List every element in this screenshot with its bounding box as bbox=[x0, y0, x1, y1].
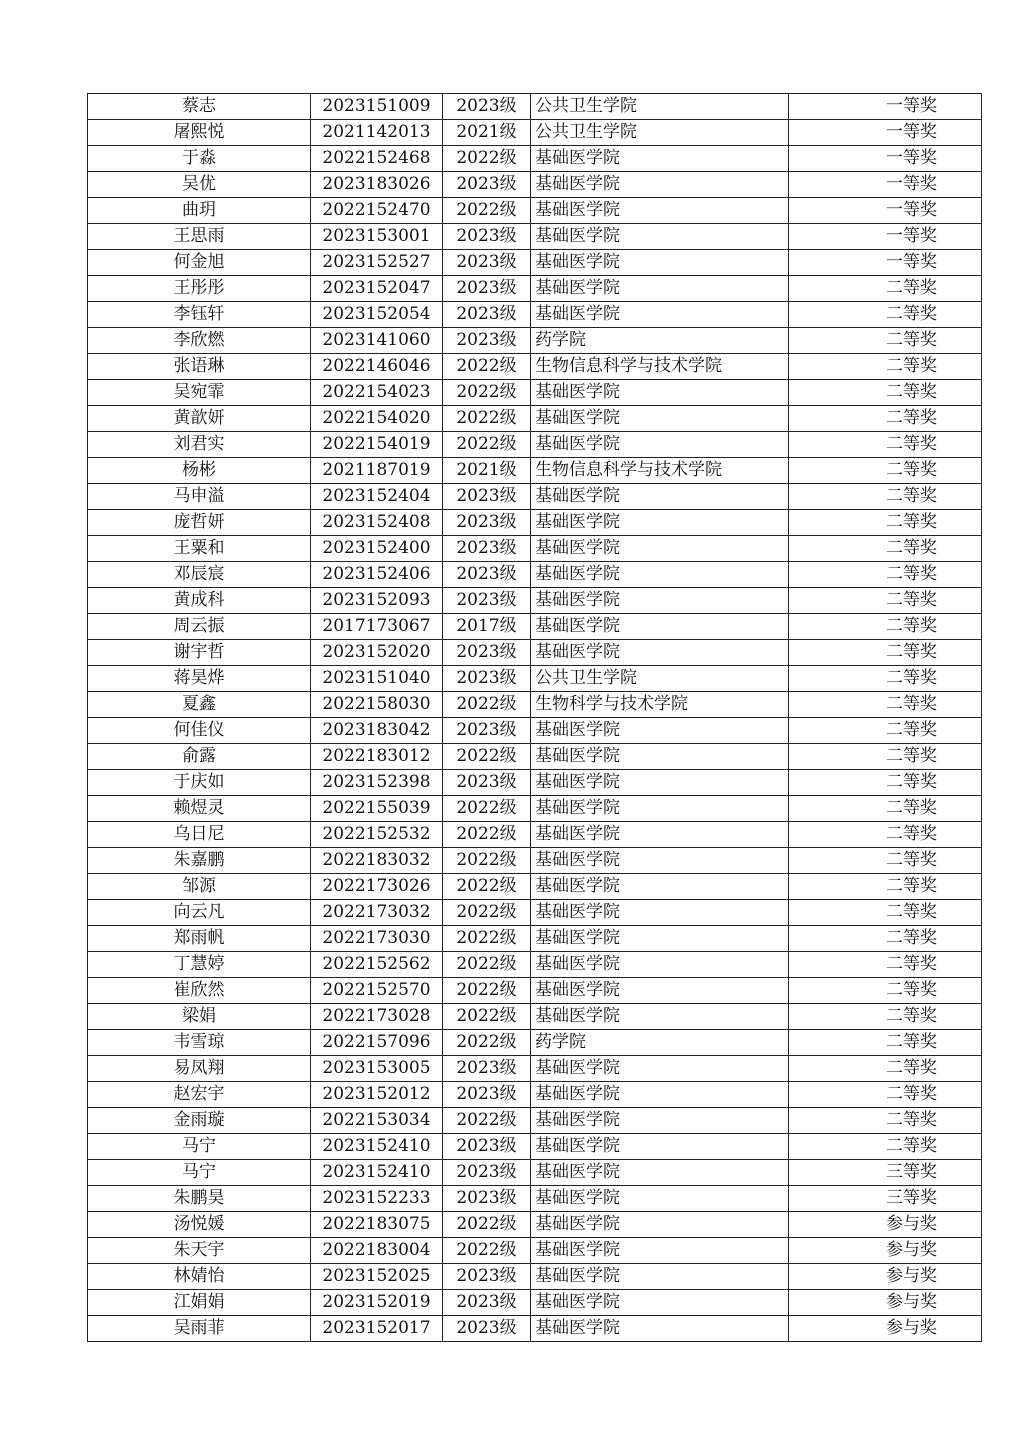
student-name-cell: 何金旭 bbox=[88, 250, 311, 276]
award-cell: 二等奖 bbox=[789, 432, 982, 458]
student-name-cell: 马宁 bbox=[88, 1134, 311, 1160]
student-name-cell: 汤悦媛 bbox=[88, 1212, 311, 1238]
table-row bbox=[88, 1134, 982, 1160]
award-cell: 二等奖 bbox=[789, 380, 982, 406]
student-name-cell: 李钰轩 bbox=[88, 302, 311, 328]
table-row bbox=[88, 1004, 982, 1030]
student-id-cell: 2022173026 bbox=[311, 874, 443, 900]
student-id-cell: 2023152404 bbox=[311, 484, 443, 510]
award-cell: 二等奖 bbox=[789, 952, 982, 978]
student-id-cell: 2023152406 bbox=[311, 562, 443, 588]
table-row bbox=[88, 1160, 982, 1186]
student-name-cell: 蔡志 bbox=[88, 94, 311, 120]
student-name-cell: 金雨璇 bbox=[88, 1108, 311, 1134]
award-cell: 二等奖 bbox=[789, 796, 982, 822]
college-cell: 基础医学院 bbox=[531, 1290, 789, 1316]
college-cell: 基础医学院 bbox=[531, 1160, 789, 1186]
grade-cell: 2023级 bbox=[443, 1082, 531, 1108]
student-id-cell: 2022154019 bbox=[311, 432, 443, 458]
college-cell: 基础医学院 bbox=[531, 484, 789, 510]
student-name-cell: 杨彬 bbox=[88, 458, 311, 484]
student-id-cell: 2017173067 bbox=[311, 614, 443, 640]
grade-cell: 2023级 bbox=[443, 510, 531, 536]
award-cell: 二等奖 bbox=[789, 744, 982, 770]
student-id-cell: 2022183075 bbox=[311, 1212, 443, 1238]
college-cell: 基础医学院 bbox=[531, 588, 789, 614]
college-cell: 基础医学院 bbox=[531, 1238, 789, 1264]
college-cell: 基础医学院 bbox=[531, 380, 789, 406]
college-cell: 公共卫生学院 bbox=[531, 666, 789, 692]
student-name-cell: 李欣燃 bbox=[88, 328, 311, 354]
student-name-cell: 马宁 bbox=[88, 1160, 311, 1186]
award-cell: 二等奖 bbox=[789, 1082, 982, 1108]
student-name-cell: 赵宏宇 bbox=[88, 1082, 311, 1108]
grade-cell: 2023级 bbox=[443, 1134, 531, 1160]
award-cell: 三等奖 bbox=[789, 1160, 982, 1186]
grade-cell: 2023级 bbox=[443, 562, 531, 588]
award-cell: 二等奖 bbox=[789, 510, 982, 536]
table-row bbox=[88, 848, 982, 874]
award-cell: 一等奖 bbox=[789, 250, 982, 276]
student-id-cell: 2023141060 bbox=[311, 328, 443, 354]
student-name-cell: 谢宇哲 bbox=[88, 640, 311, 666]
college-cell: 基础医学院 bbox=[531, 1316, 789, 1342]
college-cell: 基础医学院 bbox=[531, 432, 789, 458]
college-cell: 基础医学院 bbox=[531, 1264, 789, 1290]
table-row bbox=[88, 666, 982, 692]
college-cell: 基础医学院 bbox=[531, 146, 789, 172]
college-cell: 公共卫生学院 bbox=[531, 120, 789, 146]
student-id-cell: 2023152233 bbox=[311, 1186, 443, 1212]
grade-cell: 2022级 bbox=[443, 744, 531, 770]
table-row bbox=[88, 1238, 982, 1264]
award-cell: 二等奖 bbox=[789, 1056, 982, 1082]
student-id-cell: 2022173032 bbox=[311, 900, 443, 926]
grade-cell: 2022级 bbox=[443, 848, 531, 874]
student-name-cell: 韦雪琼 bbox=[88, 1030, 311, 1056]
table-row bbox=[88, 458, 982, 484]
table-row bbox=[88, 640, 982, 666]
student-name-cell: 周云振 bbox=[88, 614, 311, 640]
award-cell: 一等奖 bbox=[789, 224, 982, 250]
award-cell: 一等奖 bbox=[789, 146, 982, 172]
student-id-cell: 2023152398 bbox=[311, 770, 443, 796]
student-name-cell: 王粟和 bbox=[88, 536, 311, 562]
award-cell: 二等奖 bbox=[789, 536, 982, 562]
table-row bbox=[88, 250, 982, 276]
student-name-cell: 丁慧婷 bbox=[88, 952, 311, 978]
grade-cell: 2022级 bbox=[443, 1004, 531, 1030]
table-row bbox=[88, 770, 982, 796]
student-id-cell: 2022152532 bbox=[311, 822, 443, 848]
grade-cell: 2023级 bbox=[443, 718, 531, 744]
college-cell: 基础医学院 bbox=[531, 1134, 789, 1160]
grade-cell: 2023级 bbox=[443, 770, 531, 796]
grade-cell: 2023级 bbox=[443, 1316, 531, 1342]
college-cell: 基础医学院 bbox=[531, 926, 789, 952]
student-name-cell: 吴宛霏 bbox=[88, 380, 311, 406]
student-name-cell: 郑雨帆 bbox=[88, 926, 311, 952]
award-cell: 二等奖 bbox=[789, 874, 982, 900]
grade-cell: 2022级 bbox=[443, 874, 531, 900]
table-row bbox=[88, 536, 982, 562]
student-id-cell: 2022146046 bbox=[311, 354, 443, 380]
college-cell: 基础医学院 bbox=[531, 874, 789, 900]
award-cell: 二等奖 bbox=[789, 1134, 982, 1160]
award-cell: 二等奖 bbox=[789, 926, 982, 952]
table-row bbox=[88, 900, 982, 926]
award-cell: 参与奖 bbox=[789, 1238, 982, 1264]
student-name-cell: 吴优 bbox=[88, 172, 311, 198]
award-cell: 三等奖 bbox=[789, 1186, 982, 1212]
student-name-cell: 江娟娟 bbox=[88, 1290, 311, 1316]
college-cell: 基础医学院 bbox=[531, 406, 789, 432]
student-id-cell: 2023152019 bbox=[311, 1290, 443, 1316]
college-cell: 基础医学院 bbox=[531, 250, 789, 276]
college-cell: 基础医学院 bbox=[531, 718, 789, 744]
grade-cell: 2022级 bbox=[443, 822, 531, 848]
table-row bbox=[88, 1108, 982, 1134]
grade-cell: 2022级 bbox=[443, 146, 531, 172]
table-row bbox=[88, 484, 982, 510]
table-row bbox=[88, 1290, 982, 1316]
grade-cell: 2023级 bbox=[443, 536, 531, 562]
award-cell: 二等奖 bbox=[789, 562, 982, 588]
grade-cell: 2023级 bbox=[443, 302, 531, 328]
student-name-cell: 林婧怡 bbox=[88, 1264, 311, 1290]
award-cell: 二等奖 bbox=[789, 354, 982, 380]
table-row bbox=[88, 1316, 982, 1342]
student-id-cell: 2023153005 bbox=[311, 1056, 443, 1082]
college-cell: 基础医学院 bbox=[531, 952, 789, 978]
award-cell: 二等奖 bbox=[789, 614, 982, 640]
student-name-cell: 王思雨 bbox=[88, 224, 311, 250]
college-cell: 基础医学院 bbox=[531, 172, 789, 198]
grade-cell: 2023级 bbox=[443, 484, 531, 510]
grade-cell: 2023级 bbox=[443, 666, 531, 692]
student-name-cell: 朱嘉鹏 bbox=[88, 848, 311, 874]
student-name-cell: 蒋昊烨 bbox=[88, 666, 311, 692]
grade-cell: 2023级 bbox=[443, 1056, 531, 1082]
college-cell: 生物信息科学与技术学院 bbox=[531, 458, 789, 484]
student-id-cell: 2022152562 bbox=[311, 952, 443, 978]
table-row bbox=[88, 302, 982, 328]
student-name-cell: 曲玥 bbox=[88, 198, 311, 224]
college-cell: 基础医学院 bbox=[531, 848, 789, 874]
table-row bbox=[88, 94, 982, 120]
student-id-cell: 2021142013 bbox=[311, 120, 443, 146]
student-id-cell: 2022183004 bbox=[311, 1238, 443, 1264]
award-list-body bbox=[88, 94, 982, 1342]
table-row bbox=[88, 510, 982, 536]
college-cell: 基础医学院 bbox=[531, 302, 789, 328]
grade-cell: 2023级 bbox=[443, 94, 531, 120]
student-id-cell: 2023152017 bbox=[311, 1316, 443, 1342]
award-cell: 二等奖 bbox=[789, 822, 982, 848]
table-row bbox=[88, 1030, 982, 1056]
student-id-cell: 2023152025 bbox=[311, 1264, 443, 1290]
college-cell: 基础医学院 bbox=[531, 1082, 789, 1108]
student-name-cell: 于淼 bbox=[88, 146, 311, 172]
grade-cell: 2023级 bbox=[443, 224, 531, 250]
grade-cell: 2023级 bbox=[443, 172, 531, 198]
grade-cell: 2023级 bbox=[443, 328, 531, 354]
grade-cell: 2022级 bbox=[443, 1108, 531, 1134]
award-cell: 二等奖 bbox=[789, 458, 982, 484]
student-id-cell: 2023152410 bbox=[311, 1160, 443, 1186]
table-row bbox=[88, 1186, 982, 1212]
college-cell: 基础医学院 bbox=[531, 744, 789, 770]
student-name-cell: 夏鑫 bbox=[88, 692, 311, 718]
student-id-cell: 2022155039 bbox=[311, 796, 443, 822]
award-cell: 二等奖 bbox=[789, 1004, 982, 1030]
college-cell: 基础医学院 bbox=[531, 1212, 789, 1238]
award-cell: 二等奖 bbox=[789, 718, 982, 744]
award-cell: 二等奖 bbox=[789, 328, 982, 354]
student-name-cell: 屠熙悦 bbox=[88, 120, 311, 146]
student-name-cell: 王彤彤 bbox=[88, 276, 311, 302]
grade-cell: 2022级 bbox=[443, 692, 531, 718]
college-cell: 基础医学院 bbox=[531, 1056, 789, 1082]
table-row bbox=[88, 1056, 982, 1082]
college-cell: 基础医学院 bbox=[531, 1186, 789, 1212]
student-id-cell: 2023152054 bbox=[311, 302, 443, 328]
student-id-cell: 2023153001 bbox=[311, 224, 443, 250]
student-id-cell: 2023152400 bbox=[311, 536, 443, 562]
grade-cell: 2022级 bbox=[443, 354, 531, 380]
student-id-cell: 2023152410 bbox=[311, 1134, 443, 1160]
student-id-cell: 2023152047 bbox=[311, 276, 443, 302]
grade-cell: 2023级 bbox=[443, 1290, 531, 1316]
student-id-cell: 2022152470 bbox=[311, 198, 443, 224]
award-cell: 参与奖 bbox=[789, 1212, 982, 1238]
student-name-cell: 黄成科 bbox=[88, 588, 311, 614]
table-row bbox=[88, 1082, 982, 1108]
college-cell: 生物信息科学与技术学院 bbox=[531, 354, 789, 380]
award-cell: 二等奖 bbox=[789, 848, 982, 874]
college-cell: 基础医学院 bbox=[531, 900, 789, 926]
student-name-cell: 乌日尼 bbox=[88, 822, 311, 848]
student-name-cell: 马申溢 bbox=[88, 484, 311, 510]
student-name-cell: 朱天宇 bbox=[88, 1238, 311, 1264]
table-row bbox=[88, 1264, 982, 1290]
table-row bbox=[88, 926, 982, 952]
grade-cell: 2017级 bbox=[443, 614, 531, 640]
college-cell: 基础医学院 bbox=[531, 640, 789, 666]
award-cell: 二等奖 bbox=[789, 484, 982, 510]
table-row bbox=[88, 614, 982, 640]
grade-cell: 2023级 bbox=[443, 1264, 531, 1290]
student-id-cell: 2023152093 bbox=[311, 588, 443, 614]
student-name-cell: 赖煜灵 bbox=[88, 796, 311, 822]
student-id-cell: 2023183026 bbox=[311, 172, 443, 198]
table-row bbox=[88, 562, 982, 588]
student-name-cell: 梁娟 bbox=[88, 1004, 311, 1030]
award-cell: 一等奖 bbox=[789, 198, 982, 224]
grade-cell: 2023级 bbox=[443, 1160, 531, 1186]
award-cell: 二等奖 bbox=[789, 1108, 982, 1134]
award-cell: 二等奖 bbox=[789, 1030, 982, 1056]
college-cell: 基础医学院 bbox=[531, 198, 789, 224]
student-name-cell: 刘君实 bbox=[88, 432, 311, 458]
grade-cell: 2022级 bbox=[443, 1030, 531, 1056]
table-row bbox=[88, 874, 982, 900]
table-row bbox=[88, 198, 982, 224]
award-cell: 二等奖 bbox=[789, 588, 982, 614]
table-row bbox=[88, 224, 982, 250]
grade-cell: 2022级 bbox=[443, 1238, 531, 1264]
grade-cell: 2022级 bbox=[443, 900, 531, 926]
student-name-cell: 吴雨菲 bbox=[88, 1316, 311, 1342]
table-row bbox=[88, 692, 982, 718]
award-cell: 二等奖 bbox=[789, 770, 982, 796]
award-cell: 参与奖 bbox=[789, 1290, 982, 1316]
student-name-cell: 黄歆妍 bbox=[88, 406, 311, 432]
grade-cell: 2022级 bbox=[443, 978, 531, 1004]
award-cell: 一等奖 bbox=[789, 94, 982, 120]
award-cell: 二等奖 bbox=[789, 978, 982, 1004]
college-cell: 基础医学院 bbox=[531, 822, 789, 848]
award-cell: 二等奖 bbox=[789, 666, 982, 692]
award-cell: 二等奖 bbox=[789, 406, 982, 432]
table-row bbox=[88, 172, 982, 198]
table-row bbox=[88, 1212, 982, 1238]
table-row bbox=[88, 718, 982, 744]
student-name-cell: 于庆如 bbox=[88, 770, 311, 796]
student-name-cell: 朱鹏昊 bbox=[88, 1186, 311, 1212]
student-name-cell: 邓辰宸 bbox=[88, 562, 311, 588]
college-cell: 基础医学院 bbox=[531, 536, 789, 562]
college-cell: 药学院 bbox=[531, 328, 789, 354]
student-name-cell: 邹源 bbox=[88, 874, 311, 900]
grade-cell: 2021级 bbox=[443, 120, 531, 146]
award-list-table bbox=[87, 93, 982, 1342]
college-cell: 生物科学与技术学院 bbox=[531, 692, 789, 718]
student-id-cell: 2022158030 bbox=[311, 692, 443, 718]
student-name-cell: 崔欣然 bbox=[88, 978, 311, 1004]
student-id-cell: 2022157096 bbox=[311, 1030, 443, 1056]
student-name-cell: 何佳仪 bbox=[88, 718, 311, 744]
grade-cell: 2022级 bbox=[443, 198, 531, 224]
college-cell: 基础医学院 bbox=[531, 276, 789, 302]
grade-cell: 2023级 bbox=[443, 588, 531, 614]
award-cell: 二等奖 bbox=[789, 900, 982, 926]
grade-cell: 2023级 bbox=[443, 640, 531, 666]
table-row bbox=[88, 952, 982, 978]
award-cell: 二等奖 bbox=[789, 692, 982, 718]
student-id-cell: 2022183012 bbox=[311, 744, 443, 770]
student-id-cell: 2021187019 bbox=[311, 458, 443, 484]
award-cell: 参与奖 bbox=[789, 1264, 982, 1290]
college-cell: 基础医学院 bbox=[531, 770, 789, 796]
grade-cell: 2023级 bbox=[443, 276, 531, 302]
student-id-cell: 2023152020 bbox=[311, 640, 443, 666]
student-id-cell: 2023152408 bbox=[311, 510, 443, 536]
college-cell: 基础医学院 bbox=[531, 796, 789, 822]
table-row bbox=[88, 978, 982, 1004]
college-cell: 基础医学院 bbox=[531, 562, 789, 588]
table-row bbox=[88, 796, 982, 822]
award-cell: 参与奖 bbox=[789, 1316, 982, 1342]
table-row bbox=[88, 588, 982, 614]
grade-cell: 2021级 bbox=[443, 458, 531, 484]
table-row bbox=[88, 432, 982, 458]
student-id-cell: 2022183032 bbox=[311, 848, 443, 874]
college-cell: 基础医学院 bbox=[531, 1108, 789, 1134]
college-cell: 公共卫生学院 bbox=[531, 94, 789, 120]
college-cell: 基础医学院 bbox=[531, 614, 789, 640]
table-row bbox=[88, 120, 982, 146]
grade-cell: 2022级 bbox=[443, 432, 531, 458]
award-cell: 一等奖 bbox=[789, 172, 982, 198]
table-row bbox=[88, 276, 982, 302]
student-id-cell: 2023183042 bbox=[311, 718, 443, 744]
student-name-cell: 庞哲妍 bbox=[88, 510, 311, 536]
student-id-cell: 2022173030 bbox=[311, 926, 443, 952]
award-cell: 二等奖 bbox=[789, 302, 982, 328]
award-cell: 一等奖 bbox=[789, 120, 982, 146]
student-name-cell: 向云凡 bbox=[88, 900, 311, 926]
grade-cell: 2023级 bbox=[443, 1186, 531, 1212]
grade-cell: 2022级 bbox=[443, 926, 531, 952]
table-row bbox=[88, 328, 982, 354]
student-id-cell: 2022173028 bbox=[311, 1004, 443, 1030]
table-row bbox=[88, 744, 982, 770]
student-name-cell: 俞露 bbox=[88, 744, 311, 770]
college-cell: 基础医学院 bbox=[531, 224, 789, 250]
student-id-cell: 2022153034 bbox=[311, 1108, 443, 1134]
student-id-cell: 2023151009 bbox=[311, 94, 443, 120]
table-row bbox=[88, 380, 982, 406]
student-name-cell: 张语琳 bbox=[88, 354, 311, 380]
student-id-cell: 2023151040 bbox=[311, 666, 443, 692]
student-id-cell: 2023152012 bbox=[311, 1082, 443, 1108]
table-row bbox=[88, 406, 982, 432]
grade-cell: 2022级 bbox=[443, 1212, 531, 1238]
grade-cell: 2022级 bbox=[443, 406, 531, 432]
college-cell: 基础医学院 bbox=[531, 978, 789, 1004]
student-id-cell: 2022152570 bbox=[311, 978, 443, 1004]
grade-cell: 2023级 bbox=[443, 250, 531, 276]
student-id-cell: 2022154023 bbox=[311, 380, 443, 406]
table-row bbox=[88, 822, 982, 848]
table-row bbox=[88, 146, 982, 172]
grade-cell: 2022级 bbox=[443, 796, 531, 822]
grade-cell: 2022级 bbox=[443, 952, 531, 978]
award-cell: 二等奖 bbox=[789, 640, 982, 666]
student-id-cell: 2022154020 bbox=[311, 406, 443, 432]
student-id-cell: 2022152468 bbox=[311, 146, 443, 172]
student-id-cell: 2023152527 bbox=[311, 250, 443, 276]
award-cell: 二等奖 bbox=[789, 276, 982, 302]
college-cell: 基础医学院 bbox=[531, 1004, 789, 1030]
college-cell: 基础医学院 bbox=[531, 510, 789, 536]
college-cell: 药学院 bbox=[531, 1030, 789, 1056]
table-row bbox=[88, 354, 982, 380]
grade-cell: 2022级 bbox=[443, 380, 531, 406]
student-name-cell: 易凤翔 bbox=[88, 1056, 311, 1082]
